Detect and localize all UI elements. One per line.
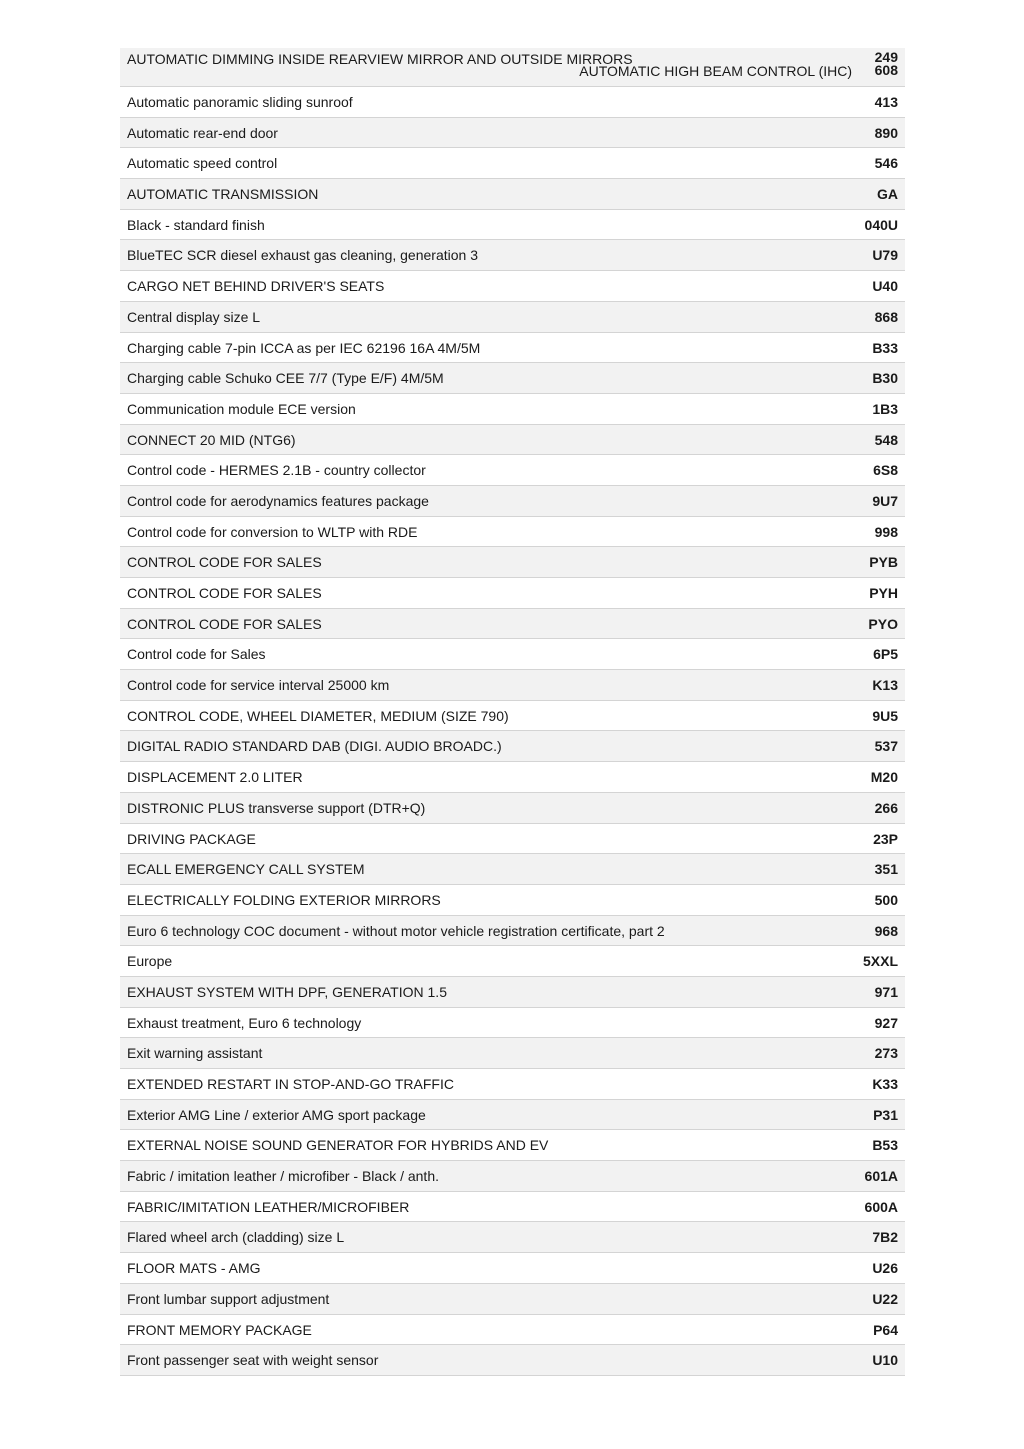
table-row (120, 1345, 905, 1376)
table-row (120, 977, 905, 1008)
table-row (120, 517, 905, 548)
option-description: Control code for Sales (127, 646, 266, 663)
table-row (120, 1130, 905, 1161)
table-row (120, 670, 905, 701)
option-code: P31 (873, 1106, 898, 1123)
table-row (120, 1100, 905, 1131)
option-code: PYB (869, 554, 898, 571)
option-description: AUTOMATIC HIGH BEAM CONTROL (IHC) (579, 63, 852, 79)
option-description: FRONT MEMORY PACKAGE (127, 1321, 312, 1338)
table-row (120, 793, 905, 824)
option-description: CONTROL CODE FOR SALES (127, 554, 322, 571)
option-code: PYO (868, 615, 898, 632)
option-code: 249 (874, 49, 898, 65)
table-row (120, 179, 905, 210)
option-description: Communication module ECE version (127, 400, 356, 417)
option-code: 9U5 (872, 707, 898, 724)
option-description: EXHAUST SYSTEM WITH DPF, GENERATION 1.5 (127, 983, 447, 1000)
option-description: Flared wheel arch (cladding) size L (127, 1229, 345, 1246)
table-row (120, 916, 905, 947)
option-code: 6S8 (873, 462, 898, 479)
table-row (120, 148, 905, 179)
option-code: 351 (874, 861, 898, 878)
option-description: CONNECT 20 MID (NTG6) (127, 431, 296, 448)
option-description: Europe (127, 953, 173, 970)
table-row (120, 302, 905, 333)
option-code: GA (877, 186, 898, 203)
table-row (120, 578, 905, 609)
option-code: 537 (874, 738, 898, 755)
option-description: DISTRONIC PLUS transverse support (DTR+Q) (127, 799, 426, 816)
option-code: 5XXL (862, 953, 898, 970)
table-row (120, 1284, 905, 1315)
table-row (120, 486, 905, 517)
table-row (120, 885, 905, 916)
table-row (120, 946, 905, 977)
table-row (120, 762, 905, 793)
table-row (120, 425, 905, 456)
table-row (120, 118, 905, 149)
option-code: 23P (873, 830, 898, 847)
option-code: 273 (874, 1045, 898, 1062)
option-description: AUTOMATIC TRANSMISSION (127, 186, 319, 203)
option-description: Automatic speed control (127, 155, 278, 172)
option-description: EXTERNAL NOISE SOUND GENERATOR FOR HYBRIDS AND EV (127, 1137, 549, 1154)
option-code: 548 (874, 431, 898, 448)
table-row (120, 1069, 905, 1100)
option-description: Exterior AMG Line / exterior AMG sport package (127, 1106, 426, 1123)
option-code: U10 (872, 1352, 898, 1369)
option-code: B33 (872, 339, 898, 356)
option-description: Control code for aerodynamics features package (127, 492, 429, 509)
option-description: Black - standard finish (127, 216, 265, 233)
option-code: 998 (874, 523, 898, 540)
option-description: BlueTEC SCR diesel exhaust gas cleaning, generation 3 (127, 247, 478, 264)
option-description: Charging cable Schuko CEE 7/7 (Type E/F) 4M/5M (127, 370, 444, 387)
option-description: Central display size L (127, 308, 261, 325)
option-code: U22 (872, 1290, 898, 1307)
option-code: 868 (874, 308, 898, 325)
option-description: Front lumbar support adjustment (127, 1290, 330, 1307)
option-description: Charging cable 7-pin ICCA as per IEC 62196 16A 4M/5M (127, 339, 481, 356)
table-row (120, 87, 905, 118)
option-description: CONTROL CODE, WHEEL DIAMETER, MEDIUM (SIZE 790) (127, 707, 509, 724)
option-code: M20 (870, 769, 898, 786)
table-row (120, 701, 905, 732)
table-row (120, 1161, 905, 1192)
table-row (120, 210, 905, 241)
option-description: Automatic panoramic sliding sunroof (127, 94, 353, 110)
option-code: U79 (872, 247, 898, 264)
table-row (120, 639, 905, 670)
option-description: CONTROL CODE FOR SALES (127, 615, 322, 632)
option-code: 413 (874, 94, 898, 110)
table-row (120, 455, 905, 486)
option-description: ECALL EMERGENCY CALL SYSTEM (127, 861, 365, 878)
option-code: 546 (874, 155, 898, 172)
table-row (120, 394, 905, 425)
option-code: K33 (872, 1076, 898, 1092)
option-code: 6P5 (873, 646, 898, 663)
table-row (120, 824, 905, 855)
option-code: B30 (872, 370, 898, 387)
table-row (120, 1008, 905, 1039)
option-code: B53 (872, 1137, 898, 1154)
option-description: Euro 6 technology COC document - without motor vehicle registration certificate, part 2 (127, 922, 665, 939)
option-code: P64 (873, 1321, 898, 1338)
option-code: 968 (874, 922, 898, 939)
option-code: 7B2 (872, 1229, 898, 1246)
option-description: DRIVING PACKAGE (127, 830, 256, 847)
option-description: ELECTRICALLY FOLDING EXTERIOR MIRRORS (127, 891, 441, 908)
option-code: 500 (874, 891, 898, 908)
option-code: 971 (874, 983, 898, 1000)
table-row (120, 731, 905, 762)
option-description: Automatic rear-end door (127, 124, 278, 141)
table-row (120, 547, 905, 578)
option-description: AUTOMATIC DIMMING INSIDE REARVIEW MIRROR AND OUTSIDE MIRRORS (127, 51, 633, 67)
table-row (120, 854, 905, 885)
option-code: K13 (872, 677, 898, 694)
option-description: FLOOR MATS - AMG (127, 1260, 261, 1277)
option-description: DIGITAL RADIO STANDARD DAB (DIGI. AUDIO BROADC.) (127, 738, 502, 755)
option-code: PYH (869, 585, 898, 601)
option-description: Fabric / imitation leather / microfiber - Black / anth. (127, 1168, 439, 1185)
option-description: FABRIC/IMITATION LEATHER/MICROFIBER (127, 1198, 410, 1215)
option-description: Control code - HERMES 2.1B - country collector (127, 462, 426, 479)
option-description: EXTENDED RESTART IN STOP-AND-GO TRAFFIC (127, 1076, 454, 1092)
option-description: DISPLACEMENT 2.0 LITER (127, 769, 303, 786)
table-row (120, 1253, 905, 1284)
option-code: U40 (872, 278, 898, 295)
option-code: 890 (874, 124, 898, 141)
table-row (120, 1315, 905, 1346)
option-description: Control code for service interval 25000 km (127, 677, 390, 694)
option-code: U26 (872, 1260, 898, 1277)
table-row (120, 363, 905, 394)
option-description: CARGO NET BEHIND DRIVER'S SEATS (127, 278, 385, 295)
table-row (120, 48, 905, 87)
option-code: 9U7 (872, 492, 898, 509)
option-code: 266 (874, 799, 898, 816)
option-description: Exhaust treatment, Euro 6 technology (127, 1014, 362, 1031)
option-code: 608 (874, 62, 898, 78)
table-row (120, 271, 905, 302)
option-description: Control code for conversion to WLTP with RDE (127, 523, 418, 540)
option-code: 601A (864, 1168, 898, 1185)
table-row (120, 240, 905, 271)
option-code: 600A (864, 1198, 898, 1215)
option-description: Front passenger seat with weight sensor (127, 1352, 379, 1369)
option-description: CONTROL CODE FOR SALES (127, 585, 322, 601)
table-row (120, 1038, 905, 1069)
table-row (120, 1222, 905, 1253)
table-row (120, 609, 905, 640)
option-code: 927 (874, 1014, 898, 1031)
option-description: Exit warning assistant (127, 1045, 263, 1062)
table-row (120, 333, 905, 364)
option-code: 040U (864, 216, 898, 233)
table-row (120, 1192, 905, 1223)
option-code: 1B3 (872, 400, 898, 417)
equipment-code-table (120, 48, 905, 1376)
